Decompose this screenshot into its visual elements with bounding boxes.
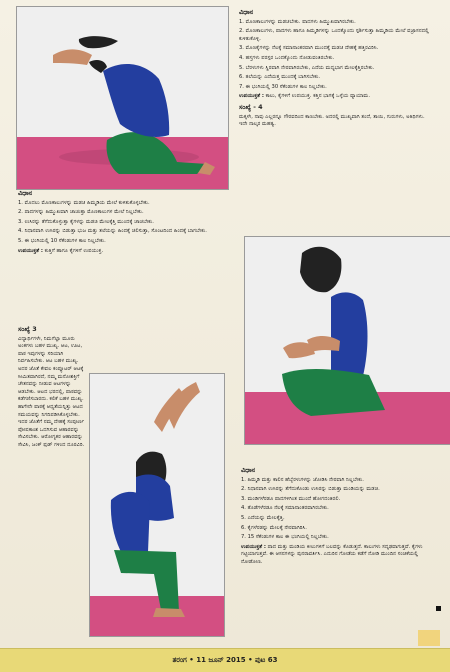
end-marker-icon [436,606,441,611]
left-mid-text-block [18,326,86,626]
footer-date: 11 ಜೂನ್ 2015 [196,656,246,664]
left-top-benefit-text: ಕುತ್ತಿಗೆ ಹಾಗೂ ಕೈಗಳಿಗೆ ಉಪಯುಕ್ತ. [44,247,104,254]
right-top-step-2: 2. ಮೊಣಕಾಲುಗಳು, ಪಾದಗಳು ಹಾಗೂ ಹಿಮ್ಮಡಿಗಳನ್ನು ಒಂದಕ್ಕೊಂದು ಸ್ಪರ್ಶಿಸುತ್ತಾ ಹಿಮ್ಮಡಿಯ ಮೇಲೆ ವಜ್ರಾಸನದಲ್ಲಿ ಕುಳಿತುಕೊಳ್ಳಿ. [239,28,429,42]
right-bottom-benefit [241,544,434,567]
right-top-step-4: 4. ಹಸ್ತಗಳು ಪರಸ್ಪರ ಒಂದಕ್ಕೊಂದು ನೋಡುವಂತಿರಬೇಕು. [239,54,335,61]
left-top-step-2: 2. ಪಾದಗಳನ್ನು ಹಿಮ್ಮುಖವಾಗಿ ಚಾಚುತ್ತಾ ಮೊಣಕಾಲುಗಳ ಮೇಲೆ ನಿಲ್ಲಬೇಕು. [18,209,144,216]
footer-magazine: ತರಂಗ [172,656,187,664]
right-bottom-heading: ವಿಧಾನ [241,466,256,474]
left-top-step-5: 5. ಈ ಭಂಗಿಯಲ್ಲಿ 10 ಸೆಕೆಂಡುಗಳ ಕಾಲ ನಿಲ್ಲಬೇಕು. [18,237,106,244]
yoga-pose-image-2 [90,374,224,636]
left-mid-heading: ಸಂಖ್ಯೆ 3 [18,325,37,333]
footer-separator-2: • [248,656,255,664]
left-top-text-block [18,190,230,324]
right-bottom-step-2: 2. ನಿಧಾನವಾಗಿ ಉಸಿರನ್ನು ತೆಗೆದುಕೊಂಡು ಉಸಿರನ್ನು ಬಿಡುತ್ತಾ ಮಂಡಿಯನ್ನು ಮಡಚಿ. [241,486,380,493]
left-top-step-4: 4. ನಿಧಾನವಾಗಿ ಉಸಿರನ್ನು ಬಿಡುತ್ತಾ ಭುಜ ಮತ್ತು ತಲೆಯನ್ನು ಹಿಂದಕ್ಕೆ ಚಲಿಸುತ್ತಾ, ಸೊಂಟದಿಂದ ಹಿಂದಕ್ಕೆ ಬಾಗಬೇಕು. [18,228,207,235]
right-bottom-step-4: 4. ತೊಡೆಗಳೆರಡೂ ನೆಲಕ್ಕೆ ಸಮಾನಾಂತರವಾಗಿರಬೇಕು. [241,505,329,512]
footer-separator-1: • [189,656,197,664]
right-top-benefit-label: ಉಪಯುಕ್ತತೆ : [239,93,264,100]
right-bottom-step-5: 5. ಎದೆಯನ್ನು ಮೇಲಕ್ಕೆತ್ತಿ. [241,514,285,521]
right-top-benefit-text: ಕಾಲು, ಕೈಗಳಿಗೆ ಉಪಯುಕ್ತ. ಕತ್ತಿನ ಭಾಗಕ್ಕೆ ಒಳ್ಳೆಯ ವ್ಯಾಯಾಮ. [265,93,371,100]
photo-kneeling-palms [244,236,450,445]
yoga-pose-image-3 [245,237,450,444]
right-top-benefit [239,93,434,101]
yoga-pose-image-1 [17,7,228,189]
right-mid-paragraph: ಮಕ್ಕಳೇ, ನಾವು ಎಲ್ಲರನ್ನೂ ಗೌರವದಿಂದ ಕಾಣಬೇಕು. ಅದರಲ್ಲಿ ಮುಖ್ಯವಾಗಿ ತಂದೆ, ತಾಯಿ, ಗುರುಗಳು, ಅತಿಥಿಗಳು. ಇದೇ ನಾಲ್ಕರ ಮಹತ್ವ. [239,113,425,128]
right-top-text-block [239,9,434,224]
right-top-step-3: 3. ಮೊಣಕೈಗಳನ್ನು ನೆಲಕ್ಕೆ ಸಮಾನಾಂತರವಾಗಿ ಮುಂದಕ್ಕೆ ಮಡಚಿ ದೇಹಕ್ಕೆ ಹತ್ತಿರವಿರಿಸಿ. [239,45,379,52]
right-top-step-6: 6. ತಲೆಯನ್ನು ಎದೆಯತ್ತ ಮುಂದಕ್ಕೆ ಬಾಗಿಸಬೇಕು. [239,74,321,81]
left-mid-paragraph: ವಿದ್ಯಾರ್ಥಿಗಳೇ, ನಿಮಗೆಲ್ಲಾ ಮೂರು ಅಂಕಗಳು ಬಹಳ ಮುಖ್ಯ. ಆಟ, ಊಟ, ಪಾಠ ಇವುಗಳನ್ನು ಸರಿಯಾಗಿ ನಿರ್ವಹಿಸಬೇಕು. ಆಟ ಬಹಳ ಮುಖ್ಯ. ಅದರ ಜೊತೆ ಕೇವಲ ಕಂಪ್ಯೂಟರ್ ಆಟಕ್ಕೆ ಸೀಮಿತವಾಗಿರದೆ, ನಮ್ಮ ಮನೋಶಕ್ತಿಗೆ ಚೇತನವನ್ನು ನೀಡುವ ಆಟಗಳನ್ನು ಆಡಬೇಕು. ಆಟದ ಭರದಲ್ಲಿ, ಪಾಠವನ್ನು ಕಡೆಗಣಿಸಬಾರದು. ಕಲಿಕೆ ಬಹಳ ಮುಖ್ಯ. ಹಾಗೇನೇ ಪಾಠಕ್ಕೆ ಆಧ್ಯತೆಯನ್ನಿತ್ತು ಆಟದ ಸಮಯವನ್ನು ನಿಗದಿಪಡಿಸಿಕೊಳ್ಳಬೇಕು. ಇದರ ಜೊತೆಗೆ ನಮ್ಮ ದೇಹಕ್ಕೆ ಸಂಪೂರ್ಣ ಪೋಷಕಾಂಶ ಒದಗಿಸುವ ಆಹಾರವನ್ನು ಸೇವಿಸಬೇಕು. ಆರೋಗ್ಯಕರ ಆಹಾರವನ್ನು ಸೇವಿಸಿ, ಜಂಕ್ ಫುಡ್ ಗಳಿಂದ ದೂರವಿರಿ. [18,335,85,448]
right-top-step-5: 5. ಬೆರಳುಗಳು ಸ್ಥಿರವಾಗಿ ನೇರವಾಗಿರಬೇಕು, ಎದೆಯ ಮಧ್ಯಭಾಗ ಮೇಲಕ್ಕೆತ್ತಿರಬೇಕು. [239,64,375,71]
page-footer [0,648,450,672]
right-bottom-step-6: 6. ಕೈಗಳೆರಡನ್ನು ಮೇಲಕ್ಕೆ ನೇರವಾಗಿರಿಸಿ. [241,524,307,531]
left-top-heading: ವಿಧಾನ [18,189,33,197]
right-mid-heading: ಸಂಖ್ಯೆ - 4 [239,102,263,111]
photo-kneeling-backbend [16,6,229,190]
left-top-step-3: 3. ಉಸಿರನ್ನು ತೆಗೆದುಕೊಳ್ಳುತ್ತಾ ಕೈಗಳನ್ನು ಮಡಚಿ ಮೇಲಕ್ಕೆತ್ತಿ ಮುಂದಕ್ಕೆ ಚಾಚಬೇಕು. [18,218,154,225]
footer-page: ಪುಟ 63 [255,656,278,664]
page-corner-decoration [418,630,440,646]
left-top-benefit-label: ಉಪಯುಕ್ತತೆ : [18,247,43,254]
right-top-step-7: 7. ಈ ಭಂಗಿಯಲ್ಲಿ 30 ಸೆಕೆಂಡುಗಳ ಕಾಲ ನಿಲ್ಲಬೇಕು. [239,83,327,90]
right-top-step-1: 1. ಮೊಣಕಾಲುಗಳನ್ನು ಮಡಚಬೇಕು. ಪಾದಗಳು ಹಿಮ್ಮುಖವಾಗಿರಬೇಕು. [239,18,356,25]
right-bottom-step-3: 3. ಮಂಡಿಗಳೆರಡೂ ಪಾದಗಳಿಗಿಂತ ಮುಂದೆ ಹೋಗದಂತಿರಲಿ. [241,495,341,502]
right-bottom-step-1: 1. ಹಿಮ್ಮಡಿ ಮತ್ತು ಕಾಲಿನ ಹೆಬ್ಬೆರಳುಗಳನ್ನು ಜೋಡಿಸಿ ನೇರವಾಗಿ ನಿಲ್ಲಬೇಕು. [241,476,364,483]
photo-chair-pose [89,373,225,637]
right-bottom-benefit-text: ಪಾದ ಮತ್ತು ಮಂಡಿಯ ಕೀಲುಗಳಿಗೆ ಬಲವನ್ನು ಕೊಡುತ್ತದೆ. ಕಾಲುಗಳು ಸದೃಢವಾಗುತ್ತವೆ. ಕೈಗಳು ಗಟ್ಟಿಯಾಗುತ್ತವೆ. ಈ ಆಸನಗಳನ್ನು ಪುನರಾವರ್ತಿಸಿ. ಎದುರಿನ ಗೋಡೆಯ ಕಡೆಗೆ ನೋಡಿ ಮುಂದಿನ ಸಂಚಿಕೆಯಲ್ಲಿ ನೋಡೋಣ. [241,543,423,565]
right-bottom-text-block [241,467,434,637]
right-bottom-step-7: 7. 15 ಸೆಕೆಂಡುಗಳ ಕಾಲ ಈ ಭಂಗಿಯಲ್ಲಿ ನಿಲ್ಲಬೇಕು. [241,534,329,541]
left-top-benefit [18,248,230,256]
right-top-heading: ವಿಧಾನ [239,8,254,16]
right-bottom-benefit-label: ಉಪಯುಕ್ತತೆ : [241,543,266,550]
left-top-step-1: 1. ಮೊದಲು ಮೊಣಕಾಲುಗಳನ್ನು ಮಡಚಿ ಹಿಮ್ಮಡಿಯ ಮೇಲೆ ಕುಳಿತುಕೊಳ್ಳಬೇಕು. [18,199,150,206]
